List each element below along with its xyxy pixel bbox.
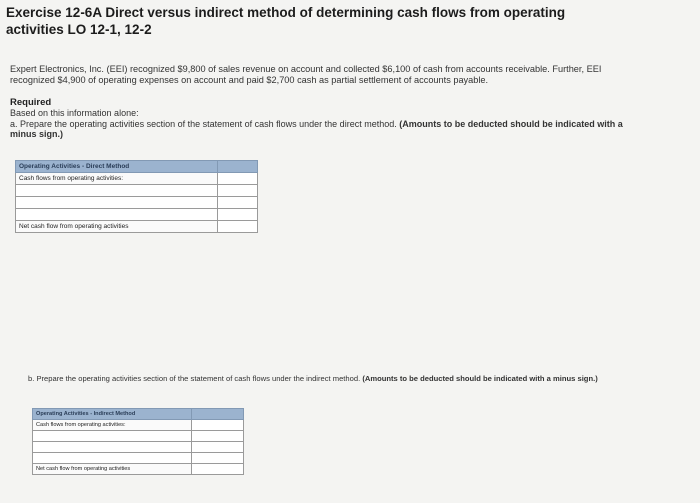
part-a-text: a. Prepare the operating activities section of the statement of cash flows under the direct method. [10,118,400,129]
part-b-text: b. Prepare the operating activities section of the statement of cash flows under the indirect method. [28,374,363,383]
part-a-note: (Amounts to be deducted should be indicated with a minus sign.) [10,118,623,139]
direct-method-header-amount [218,161,258,173]
direct-row-3-amount-input[interactable] [218,209,258,221]
indirect-method-header: Operating Activities - Indirect Method [33,409,192,420]
required-intro: Based on this information alone: [10,108,139,118]
direct-row-3-label-input[interactable] [16,209,218,221]
direct-net-cash-flow-label: Net cash flow from operating activities [16,221,218,233]
direct-row-2-label-input[interactable] [16,197,218,209]
direct-cash-flows-subheader: Cash flows from operating activities: [16,173,218,185]
part-b-instructions [28,374,668,384]
direct-net-cash-flow-amount[interactable] [218,221,258,233]
indirect-cash-flows-subheader: Cash flows from operating activities: [33,420,192,431]
indirect-row-1-label-input[interactable] [33,431,192,442]
indirect-row-1-amount-input[interactable] [192,431,244,442]
direct-row-2-amount-input[interactable] [218,197,258,209]
indirect-row-3-amount-input[interactable] [192,453,244,464]
indirect-net-cash-flow-amount[interactable] [192,464,244,475]
indirect-method-table [32,408,244,475]
indirect-net-cash-flow-label: Net cash flow from operating activities [33,464,192,475]
part-a-instructions [10,108,650,140]
indirect-row-2-amount-input[interactable] [192,442,244,453]
problem-paragraph: Expert Electronics, Inc. (EEI) recognized $9,800 of sales revenue on account and collected $6,100 of cash from accounts receivable. Further, EEI recognized $4,900 of operating expenses on account and paid $2,700 cash as partial settlement of accounts payable. [10,64,602,85]
indirect-row-3-label-input[interactable] [33,453,192,464]
direct-row-1-label-input[interactable] [16,185,218,197]
required-heading: Required [10,97,52,108]
direct-method-table [15,160,258,233]
indirect-method-header-amount [192,409,244,420]
indirect-row-2-label-input[interactable] [33,442,192,453]
direct-method-header: Operating Activities - Direct Method [16,161,218,173]
direct-row-1-amount-input[interactable] [218,185,258,197]
part-b-note: (Amounts to be deducted should be indicated with a minus sign.) [362,374,598,383]
exercise-title: Exercise 12-6A Direct versus indirect method of determining cash flows from operating activities LO 12-1, 12-2 [6,5,566,37]
indirect-subheader-amount-cell [192,420,244,431]
direct-subheader-amount-cell [218,173,258,185]
